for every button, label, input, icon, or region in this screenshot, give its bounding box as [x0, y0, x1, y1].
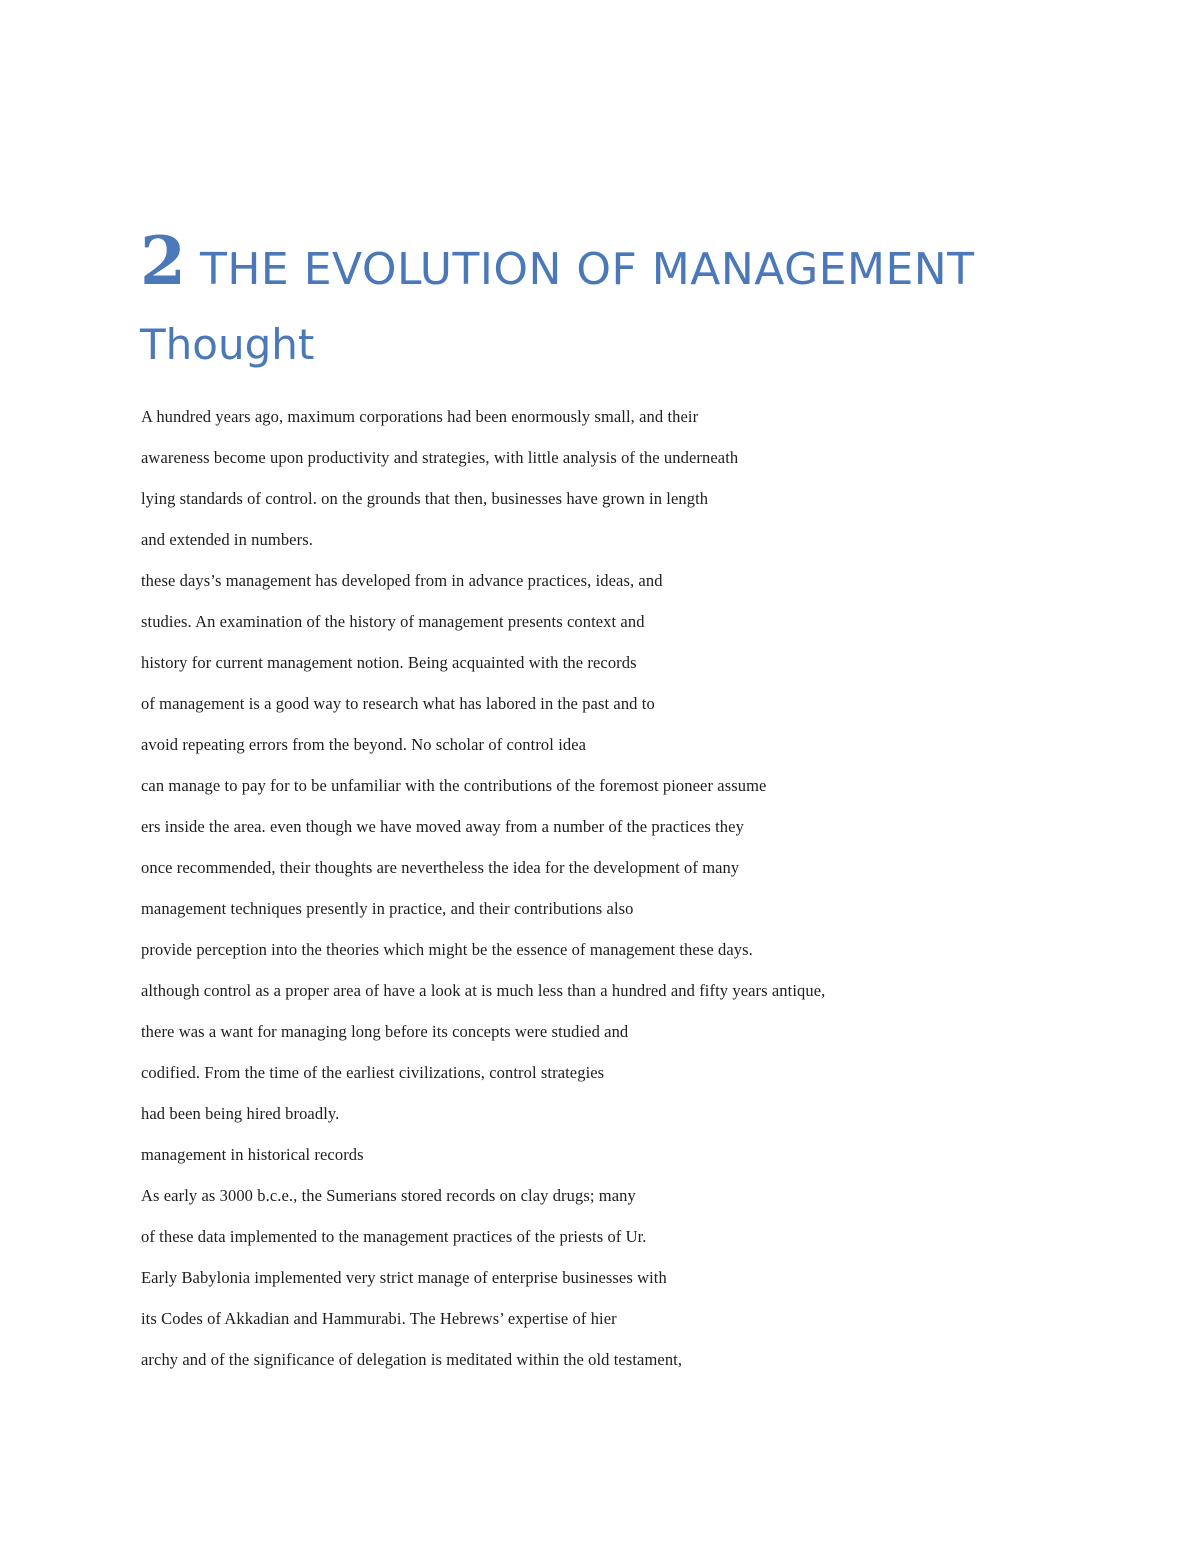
text-line: Early Babylonia implemented very strict manage of enterprise businesses with [141, 1268, 667, 1287]
text-line: its Codes of Akkadian and Hammurabi. The Hebrews’ expertise of hier [141, 1309, 617, 1328]
text-line: management techniques presently in practice, and their contributions also [141, 899, 634, 918]
text-line: of management is a good way to research what has labored in the past and to [141, 694, 655, 713]
body-text [141, 404, 1141, 1388]
text-line: management in historical records [141, 1145, 364, 1164]
text-line: had been being hired broadly. [141, 1104, 340, 1123]
text-line: provide perception into the theories which might be the essence of management these days. [141, 940, 753, 959]
chapter-title: THE EVOLUTION OF MANAGEMENT [199, 244, 975, 295]
text-line: awareness become upon productivity and strategies, with little analysis of the underneath [141, 448, 739, 467]
text-line: avoid repeating errors from the beyond. No scholar of control idea [141, 735, 587, 754]
text-line: although control as a proper area of have a look at is much less than a hundred and fifty years antique, [141, 981, 826, 1000]
text-line: of these data implemented to the management practices of the priests of Ur. [141, 1227, 647, 1246]
text-line: history for current management notion. Being acquainted with the records [141, 653, 637, 672]
text-line: As early as 3000 b.c.e., the Sumerians stored records on clay drugs; many [141, 1186, 636, 1205]
text-line: once recommended, their thoughts are nevertheless the idea for the development of many [141, 858, 740, 877]
chapter-number: 2 [140, 222, 186, 300]
text-line: ers inside the area. even though we have moved away from a number of the practices they [141, 817, 744, 836]
text-line: codified. From the time of the earliest civilizations, control strategies [141, 1063, 605, 1082]
chapter-heading [140, 222, 975, 300]
text-line: lying standards of control. on the grounds that then, businesses have grown in length [141, 489, 709, 508]
text-line: and extended in numbers. [141, 530, 313, 549]
text-line: can manage to pay for to be unfamiliar with the contributions of the foremost pioneer assume [141, 776, 767, 795]
text-line: archy and of the significance of delegation is meditated within the old testament, [141, 1350, 683, 1369]
text-line: A hundred years ago, maximum corporations had been enormously small, and their [141, 407, 699, 426]
text-line: these days’s management has developed from in advance practices, ideas, and [141, 571, 663, 590]
text-line: there was a want for managing long before its concepts were studied and [141, 1022, 629, 1041]
text-line: studies. An examination of the history of management presents context and [141, 612, 645, 631]
chapter-subtitle: Thought [140, 320, 315, 369]
